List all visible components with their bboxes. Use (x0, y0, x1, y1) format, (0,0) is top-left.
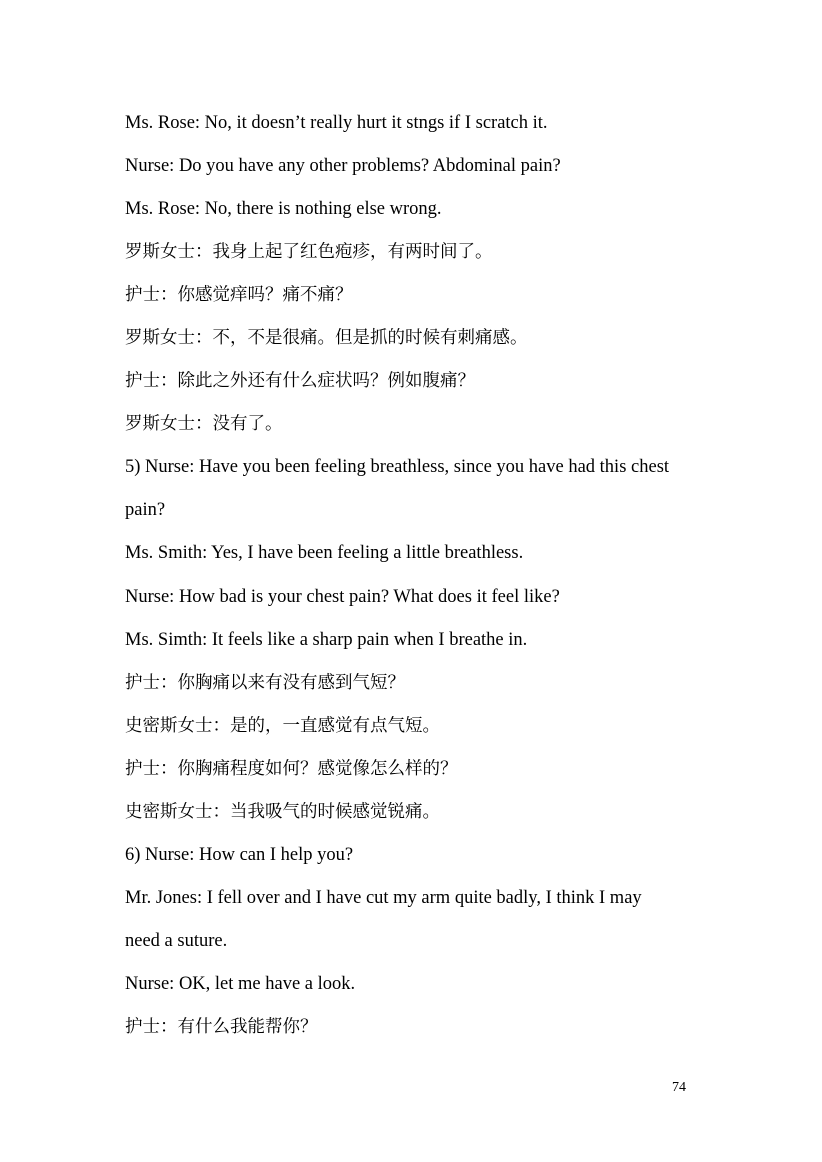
text-line: 史密斯女士：当我吸气的时候感觉锐痛。 (125, 801, 440, 822)
text-line: Ms. Rose: No, there is nothing else wrong. (125, 199, 442, 220)
text-line: 史密斯女士：是的，一直感觉有点气短。 (125, 715, 440, 736)
text-line: Mr. Jones: I fell over and I have cut my arm quite badly, I think I may (125, 887, 642, 908)
dialogue-text (125, 108, 725, 1055)
text-line: 罗斯女士：我身上起了红色疱疹，有两时间了。 (125, 242, 493, 263)
text-line: Nurse: How bad is your chest pain? What does it feel like? (125, 586, 560, 607)
text-line: 6) Nurse: How can I help you? (125, 844, 354, 865)
page-number: 74 (672, 1080, 686, 1095)
text-line: Ms. Smith: Yes, I have been feeling a little breathless. (125, 543, 524, 564)
text-line: Ms. Rose: No, it doesn’t really hurt it stngs if I scratch it. (125, 113, 548, 133)
text-line: 罗斯女士：没有了。 (125, 414, 283, 435)
text-line: need a suture. (125, 930, 228, 951)
text-line: 护士：你胸痛以来有没有感到气短？ (125, 672, 405, 693)
text-line: 护士：除此之外还有什么症状吗？例如腹痛？ (125, 371, 475, 392)
text-line: 护士：有什么我能帮你？ (125, 1016, 318, 1037)
text-line: 护士：你胸痛程度如何？感觉像怎么样的？ (125, 758, 458, 779)
text-line: pain? (125, 500, 166, 521)
text-line: Nurse: Do you have any other problems? Abdominal pain? (125, 156, 561, 177)
text-line: Nurse: OK, let me have a look. (125, 973, 356, 994)
text-line: 护士：你感觉痒吗？痛不痛？ (125, 285, 353, 306)
text-line: Ms. Simth: It feels like a sharp pain when I breathe in. (125, 629, 528, 650)
text-line: 罗斯女士：不，不是很痛。但是抓的时候有刺痛感。 (125, 328, 528, 349)
text-line: 5) Nurse: Have you been feeling breathless, since you have had this chest (125, 457, 670, 478)
